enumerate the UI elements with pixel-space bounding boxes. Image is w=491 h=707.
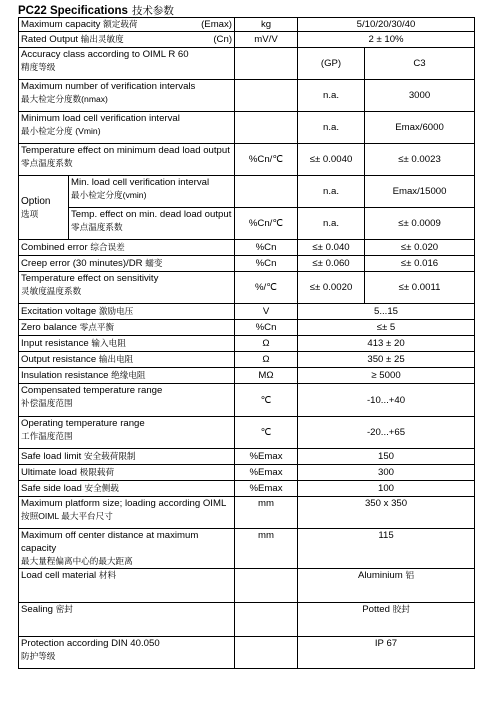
table-row [19,336,475,352]
unit-cell: mm [235,497,298,529]
label-zh: 最大量程偏离中心的最大距离 [21,556,133,566]
value-cell: ≤± 0.0023 [365,144,475,176]
title-zh: 技术参数 [131,5,174,17]
table-row [19,304,475,320]
unit-cell: %Cn [235,256,298,272]
table-row [19,18,475,32]
table-row [19,80,475,112]
label-cell: Output resistance 输出电阻 [19,352,235,368]
label-cell: Compensated temperature range 补偿温度范围 [19,384,235,417]
table-row [19,256,475,272]
specifications-table [18,17,475,669]
label-cell: Temp. effect on min. dead load output 零点温度系数 [69,208,235,240]
value-cell: ≤± 0.0011 [365,272,475,304]
gp-cell: n.a. [298,80,365,112]
value-cell: ≤± 0.016 [365,256,475,272]
label-cell: Maximum capacity 额定载荷 (Emax) [19,18,235,32]
table-row [19,272,475,304]
label-cell: Input resistance 输入电阻 [19,336,235,352]
page-title [18,3,174,18]
value-cell: 350 ± 25 [298,352,475,368]
table-row [19,529,475,569]
gp-cell: ≤± 0.060 [298,256,365,272]
value-cell: IP 67 [298,637,475,669]
table-row [19,481,475,497]
label-cell: Maximum platform size; loading according OIML 按照OIML 最大平台尺寸 [19,497,235,529]
value-cell: 350 x 350 [298,497,475,529]
value-cell: C3 [365,48,475,80]
unit-cell [235,637,298,669]
label-cell: Load cell material 材料 [19,569,235,603]
value-cell: 5...15 [298,304,475,320]
unit-cell: kg [235,18,298,32]
label-cell: Safe side load 安全侧载 [19,481,235,497]
unit-cell: %Cn [235,240,298,256]
label-cell: Creep error (30 minutes)/DR 蠕变 [19,256,235,272]
unit-cell [235,112,298,144]
title-en: PC22 Specifications [18,5,128,17]
gp-cell: ≤± 0.0020 [298,272,365,304]
label-cell: Zero balance 零点平衡 [19,320,235,336]
table-row [19,569,475,603]
table-row [19,637,475,669]
gp-cell: ≤± 0.0040 [298,144,365,176]
table-row [19,449,475,465]
table-row [19,368,475,384]
value-cell: Emax/15000 [365,176,475,208]
table-row [19,240,475,256]
label-cell: Temperature effect on sensitivity 灵敏度温度系数 [19,272,235,304]
value-cell: ≥ 5000 [298,368,475,384]
gp-cell: n.a. [298,112,365,144]
label-cell: Safe load limit 安全载荷限制 [19,449,235,465]
table-row [19,603,475,637]
gp-cell: ≤± 0.040 [298,240,365,256]
label-cell: Maximum number of verification intervals 最大检定分度数(nmax) [19,80,235,112]
value-cell: -20...+65 [298,417,475,449]
label-cell: Excitation voltage 激励电压 [19,304,235,320]
table-row [19,208,475,240]
label-cell: Maximum off center distance at maximum capacity 最大量程偏离中心的最大距离 [19,529,235,569]
value-cell: 100 [298,481,475,497]
unit-cell: %Emax [235,481,298,497]
unit-cell: %Cn/℃ [235,144,298,176]
table-row [19,48,475,80]
gp-cell: n.a. [298,176,365,208]
unit-cell [235,569,298,603]
unit-cell: ℃ [235,384,298,417]
gp-cell: (GP) [298,48,365,80]
label-cell: Rated Output 输出灵敏度 (Cn) [19,32,235,48]
unit-cell: %Emax [235,465,298,481]
table-row [19,32,475,48]
unit-cell [235,80,298,112]
unit-cell: mm [235,529,298,569]
value-cell: 5/10/20/30/40 [298,18,475,32]
unit-cell [235,48,298,80]
unit-cell: MΩ [235,368,298,384]
table-row [19,112,475,144]
value-cell: ≤± 5 [298,320,475,336]
label-cell: Combined error 综合误差 [19,240,235,256]
label-cell: Ultimate load 极限载荷 [19,465,235,481]
table-row [19,320,475,336]
table-row [19,384,475,417]
table-row [19,465,475,481]
label-cell: Protection according DIN 40.050 防护等级 [19,637,235,669]
label-cell: Temperature effect on minimum dead load output 零点温度系数 [19,144,235,176]
unit-cell: Ω [235,352,298,368]
value-cell: 150 [298,449,475,465]
table-row [19,144,475,176]
value-cell: Emax/6000 [365,112,475,144]
gp-cell: n.a. [298,208,365,240]
label-zh: 零点温度系数 [71,222,123,232]
value-cell: -10...+40 [298,384,475,417]
label-cell: Minimum load cell verification interval 最小检定分度 (Vmin) [19,112,235,144]
label-cell: Operating temperature range 工作温度范围 [19,417,235,449]
unit-cell: %Emax [235,449,298,465]
value-cell: Potted 胶封 [298,603,475,637]
label-cell: Accuracy class according to OIML R 60 精度等级 [19,48,235,80]
value-cell: ≤± 0.0009 [365,208,475,240]
value-cell: 115 [298,529,475,569]
value-cell: 300 [298,465,475,481]
label-cell: Min. load cell verification interval 最小检定分度(vmin) [69,176,235,208]
table-row [19,417,475,449]
unit-cell: %/℃ [235,272,298,304]
table-row [19,352,475,368]
unit-cell: %Cn [235,320,298,336]
value-cell: Aluminium 铝 [298,569,475,603]
table-row [19,176,475,208]
table-row [19,497,475,529]
value-cell: 413 ± 20 [298,336,475,352]
value-cell: 2 ± 10% [298,32,475,48]
value-cell: ≤± 0.020 [365,240,475,256]
unit-cell: %Cn/℃ [235,208,298,240]
value-cell: 3000 [365,80,475,112]
label-cell: Sealing 密封 [19,603,235,637]
unit-cell: Ω [235,336,298,352]
unit-cell [235,176,298,208]
label-zh: 按照OIML 最大平台尺寸 [21,511,113,521]
unit-cell: V [235,304,298,320]
label-cell: Insulation resistance 绝缘电阻 [19,368,235,384]
unit-cell [235,603,298,637]
option-cell: Option 选项 [19,176,69,240]
unit-cell: mV/V [235,32,298,48]
unit-cell: ℃ [235,417,298,449]
